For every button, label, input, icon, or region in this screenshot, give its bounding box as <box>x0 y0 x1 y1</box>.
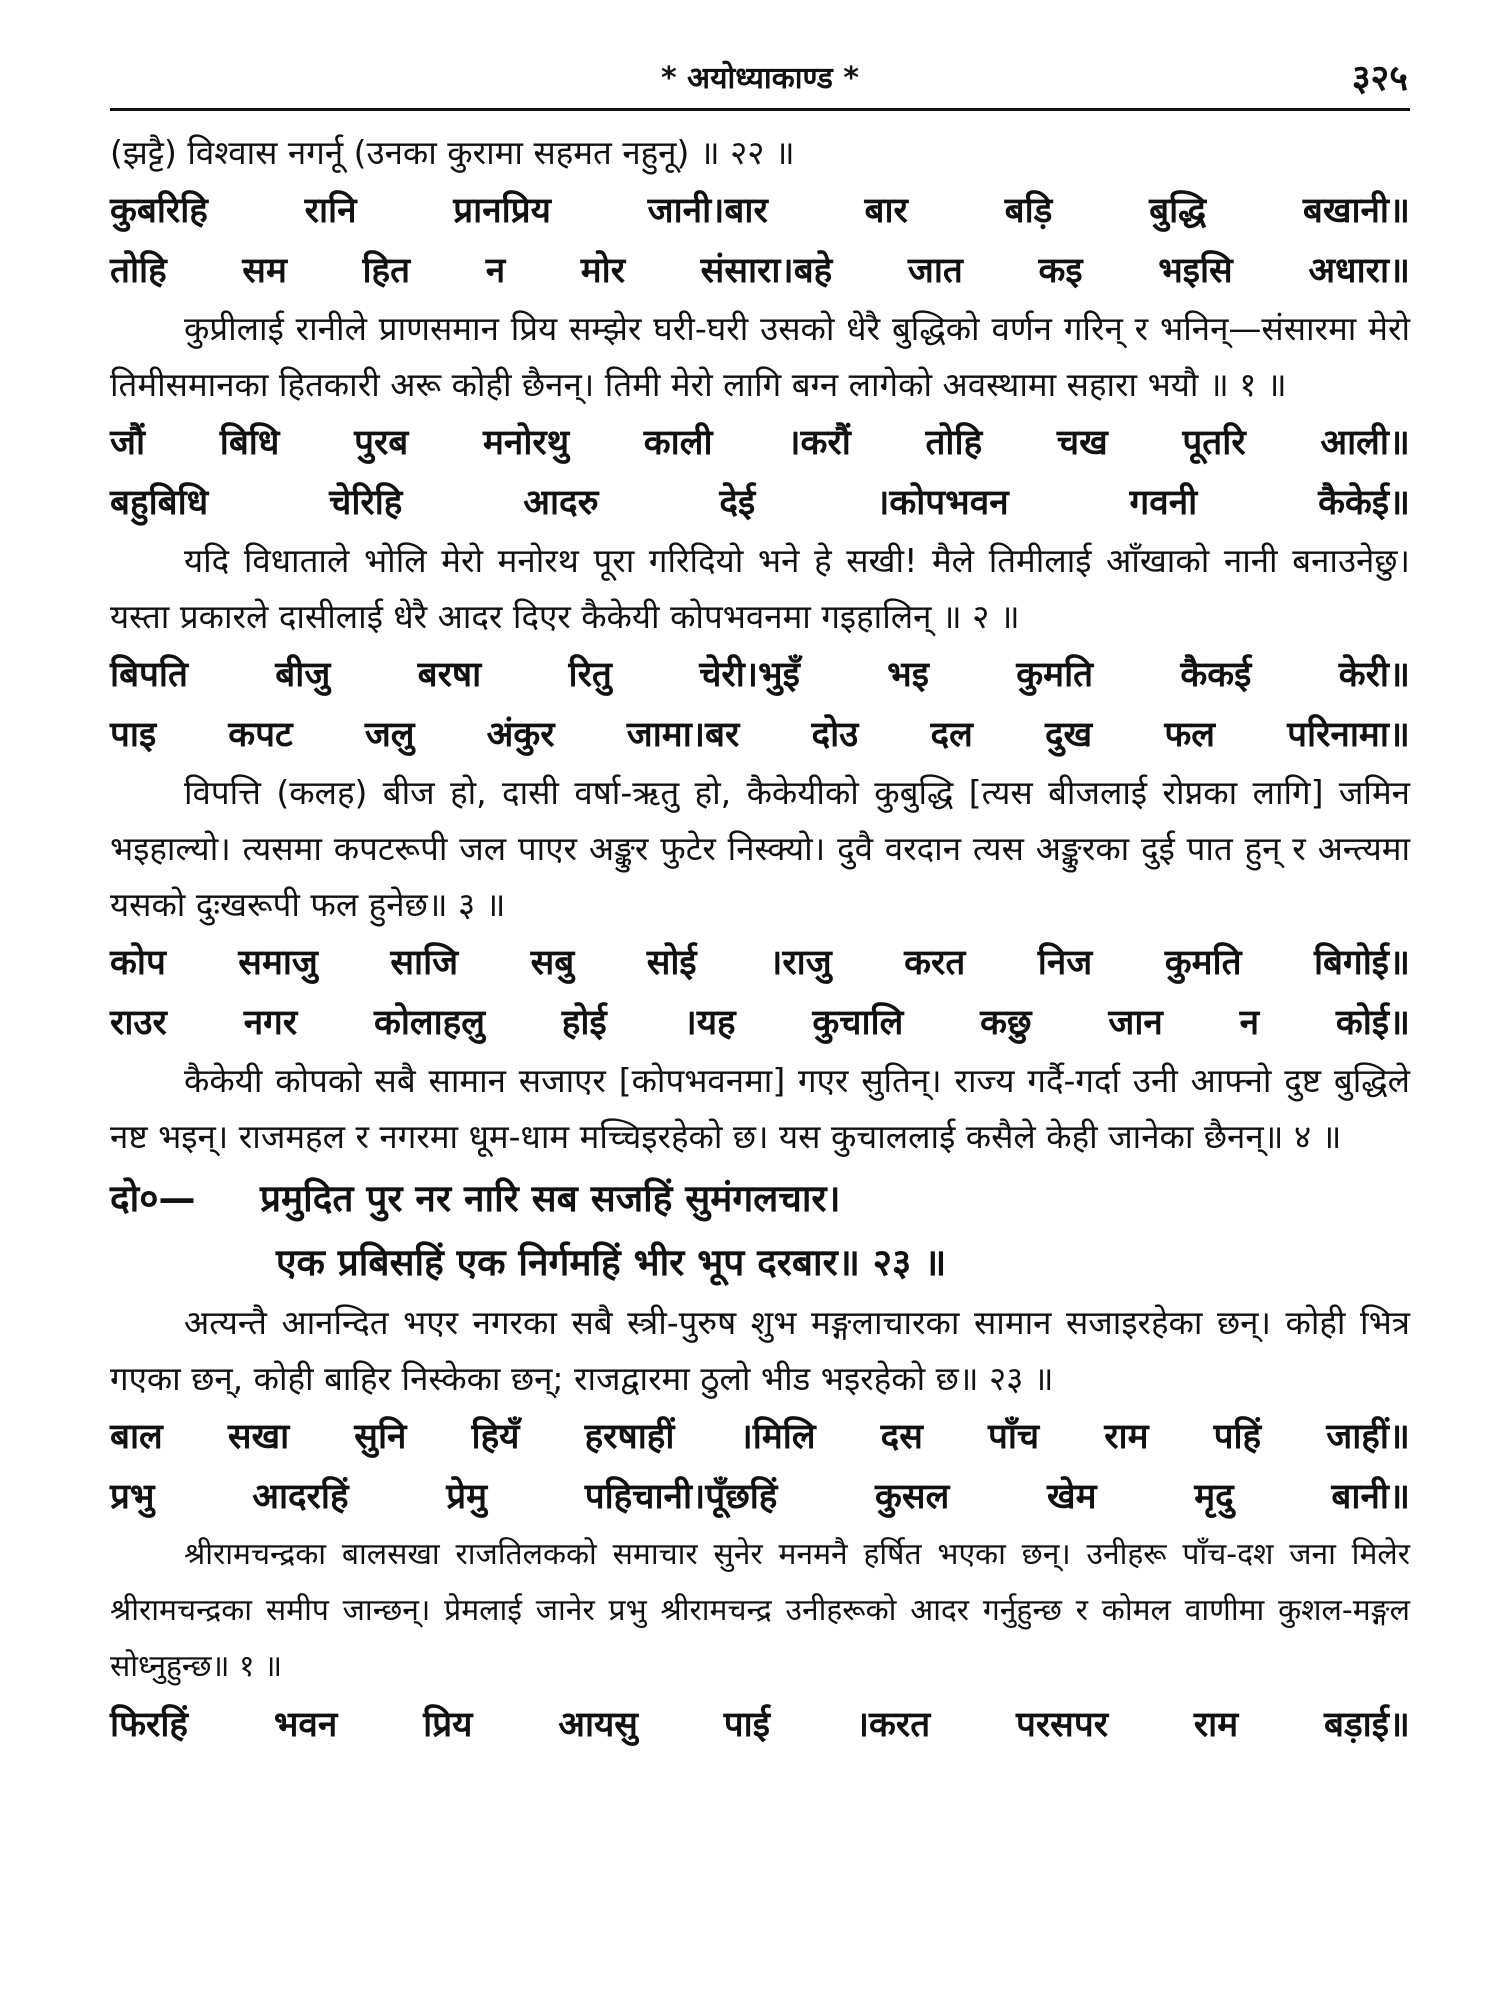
verse-word: भइसि <box>1158 251 1233 291</box>
verse-word: कुमति <box>1164 943 1242 983</box>
verse-word: बार <box>864 191 908 231</box>
verse-word: कोप <box>110 943 166 983</box>
verse-word: कुचालि <box>812 1003 904 1043</box>
verse-word: नगर <box>243 1003 298 1043</box>
verse-word: पाँच <box>987 1417 1040 1457</box>
verse-word: जलु <box>364 715 415 755</box>
verse-word: भवन <box>273 1705 338 1745</box>
verse-word: कोलाहलु <box>373 1003 485 1043</box>
verse-word: जानी।बार <box>647 191 768 231</box>
verse-word: पाई <box>723 1705 770 1745</box>
verse-word: ।मिलि <box>739 1417 816 1457</box>
verse-word: साजि <box>390 943 459 983</box>
verse-word: बीजु <box>275 655 331 695</box>
verse-word: करत <box>904 943 966 983</box>
verse-word: कुसल <box>875 1477 950 1517</box>
verse-word: गवनी <box>1129 483 1198 523</box>
verse-word: कैकई <box>1180 655 1252 695</box>
prose-translation: यदि विधाताले भोलि मेरो मनोरथ पूरा गरिदियो भने हे सखी! मैले तिमीलाई आँखाको नानी बनाउनेछु। यस्ता प्रकारले दासीलाई धेरै आदर दिएर कैकेयी कोपभवनमा गइहालिन् ॥ २ ॥ <box>110 541 1410 636</box>
verse-word: बरषा <box>417 655 482 695</box>
verse-word: जान <box>1108 1003 1163 1043</box>
verse-word: मोर <box>580 251 626 291</box>
prose-translation: कैकेयी कोपको सबै सामान सजाएर [कोपभवनमा] गएर सुतिन्। राज्य गर्दै-गर्दा उनी आफ्नो दुष्ट बुद्धिले नष्ट भइन्। राजमहल र नगरमा धूम-धाम मच्चिइरहेको छ। यस कुचाललाई कसैले केही जानेका छैनन्॥ ४ ॥ <box>110 1061 1410 1156</box>
verse-word: परिनामा॥ <box>1287 715 1410 755</box>
verse-word: चेरिहि <box>329 483 403 523</box>
prose-translation: कुप्रीलाई रानीले प्राणसमान प्रिय सम्झेर घरी-घरी उसको धेरै बुद्धिको वर्णन गरिन् र भनिन्—संसारमा मेरो तिमीसमानका हितकारी अरू कोही छैनन्। तिमी मेरो लागि बग्न लागेको अवस्थामा सहारा भयौ ॥ १ ॥ <box>110 309 1410 404</box>
verse-word: जौं <box>110 423 146 463</box>
verse-line <box>110 993 1410 1053</box>
verse-word: पाइ <box>110 715 157 755</box>
verse-word: केरी॥ <box>1338 655 1410 695</box>
verse-word: आयसु <box>558 1705 638 1745</box>
running-title: * अयोध्याकाण्ड * <box>661 61 859 96</box>
verse-line <box>110 473 1410 533</box>
verse-line <box>110 181 1410 241</box>
verse-word: बिगोई॥ <box>1313 943 1410 983</box>
verse-word: प्रानप्रिय <box>453 191 551 231</box>
page-body <box>110 111 1410 1755</box>
verse-word: हरषाहीं <box>584 1417 675 1457</box>
verse-word: हियँ <box>471 1417 520 1457</box>
verse-word: खेम <box>1047 1477 1097 1517</box>
verse-line <box>110 1407 1410 1467</box>
verse-word: बखानी॥ <box>1302 191 1410 231</box>
verse-word: भइ <box>887 655 929 695</box>
verse-word: जामा।बर <box>626 715 740 755</box>
verse-word: फल <box>1164 715 1216 755</box>
verse-word: दुख <box>1044 715 1093 755</box>
verse-word: पूतरि <box>1182 423 1246 463</box>
verse-word: संसारा।बहे <box>700 251 833 291</box>
verse-word: कुबरिहि <box>110 191 208 231</box>
verse-word: बुद्धि <box>1149 191 1207 231</box>
verse-word: पहिं <box>1213 1417 1262 1457</box>
verse-word: दस <box>880 1417 923 1457</box>
verse-line <box>110 645 1410 705</box>
verse-word: बड़ि <box>1004 191 1053 231</box>
verse-word: कुमति <box>1016 655 1094 695</box>
verse-line <box>110 1695 1410 1755</box>
verse-word: काली <box>643 423 713 463</box>
page-number: ३२५ <box>1351 58 1408 99</box>
verse-word: प्रेमु <box>446 1477 488 1517</box>
verse-word: कपट <box>228 715 293 755</box>
verse-word: दोउ <box>811 715 859 755</box>
doha-line <box>110 1167 1410 1231</box>
verse-word: ।कोपभवन <box>876 483 1009 523</box>
verse-word: राउर <box>110 1003 167 1043</box>
verse-line <box>110 705 1410 765</box>
verse-word: हित <box>362 251 411 291</box>
doha-block <box>110 1167 1410 1295</box>
verse-word: बिपति <box>110 655 188 695</box>
prose-translation: श्रीरामचन्द्रका बालसखा राजतिलकको समाचार सुनेर मनमनै हर्षित भएका छन्। उनीहरू पाँच-दश जना मिलेर श्रीरामचन्द्रका समीप जान्छन्। प्रेमलाई जानेर प्रभु श्रीरामचन्द्र उनीहरूको आदर गर्नुहुन्छ र कोमल वाणीमा कुशल-मङ्गल सोध्नुहुन्छ॥ १ ॥ <box>110 1537 1410 1684</box>
doha-text: प्रमुदित पुर नर नारि सब सजहिं सुमंगलचार। <box>260 1177 841 1220</box>
verse-word: निज <box>1037 943 1093 983</box>
prose-translation: अत्यन्तै आनन्दित भएर नगरका सबै स्त्री-पुरुष शुभ मङ्गलाचारका सामान सजाइरहेका छन्। कोही भित्र गएका छन्, कोही बाहिर निस्केका छन्; राजद्वारमा ठुलो भीड भइरहेको छ॥ २३ ॥ <box>110 1303 1410 1398</box>
verse-word: देई <box>719 483 756 523</box>
verse-word: बिधि <box>219 423 280 463</box>
verse-word: दल <box>930 715 973 755</box>
verse-word: ।राजु <box>769 943 832 983</box>
verse-word: रितु <box>568 655 612 695</box>
verse-word: राम <box>1104 1417 1149 1457</box>
prose-translation: विपत्ति (कलह) बीज हो, दासी वर्षा-ऋतु हो, कैकेयीको कुबुद्धि [त्यस बीजलाई रोप्नका लागि] जमिन भइहाल्यो। त्यसमा कपटरूपी जल पाएर अङ्कुर फुटेर निस्क्यो। दुवै वरदान त्यस अङ्कुरका दुई पात हुन् र अन्त्यमा यसको दुःखरूपी फल हुनेछ॥ ३ ॥ <box>110 773 1410 924</box>
verse-word: अंकुर <box>486 715 555 755</box>
verse-word: ।करत <box>855 1705 931 1745</box>
verse-word: मनोरथु <box>482 423 570 463</box>
verse-word: तोहि <box>925 423 983 463</box>
verse-word: रानि <box>304 191 357 231</box>
verse-word: ।यह <box>683 1003 736 1043</box>
verse-word: तोहि <box>110 251 167 291</box>
verse-word: आदरु <box>523 483 599 523</box>
verse-word: समाजु <box>238 943 318 983</box>
verse-word: राम <box>1193 1705 1239 1745</box>
verse-word: सबु <box>530 943 575 983</box>
verse-word: सुनि <box>354 1417 407 1457</box>
verse-line <box>110 241 1410 301</box>
verse-word: बहुबिधि <box>110 483 209 523</box>
prose-carryover: (झट्टै) विश्वास नगर्नू (उनका कुरामा सहमत नहुनू) ॥ २२ ॥ <box>110 133 795 172</box>
verse-word: आली॥ <box>1320 423 1410 463</box>
page-header <box>110 50 1410 111</box>
verse-word: जाहीं॥ <box>1326 1417 1410 1457</box>
verse-word: होई <box>561 1003 607 1043</box>
verse-word: न <box>1239 1003 1260 1043</box>
verse-word: न <box>485 251 506 291</box>
verse-word: अधारा॥ <box>1308 251 1410 291</box>
verse-word: पहिचानी।पूँछहिं <box>584 1477 778 1517</box>
verse-word: कोई॥ <box>1335 1003 1410 1043</box>
verse-word: बानी॥ <box>1331 1477 1410 1517</box>
verse-word: सखा <box>227 1417 290 1457</box>
verse-word: कछु <box>980 1003 1032 1043</box>
verse-line <box>110 1467 1410 1527</box>
verse-word: फिरहिं <box>110 1705 189 1745</box>
verse-word: मृदु <box>1194 1477 1234 1517</box>
verse-word: परसपर <box>1015 1705 1109 1745</box>
verse-word: कइ <box>1038 251 1083 291</box>
verse-word: बाल <box>110 1417 163 1457</box>
verse-word: प्रिय <box>423 1705 473 1745</box>
verse-word: चेरी।भुइँ <box>699 655 800 695</box>
verse-word: ।करौं <box>787 423 851 463</box>
verse-line <box>110 933 1410 993</box>
verse-line <box>110 413 1410 473</box>
verse-word: पुरब <box>354 423 409 463</box>
verse-word: सम <box>242 251 287 291</box>
doha-label: दो०— <box>110 1177 196 1220</box>
verse-word: आदरहिं <box>252 1477 349 1517</box>
doha-line: एक प्रबिसहिं एक निर्गमहिं भीर भूप दरबार॥ २३ ॥ <box>276 1241 947 1284</box>
verse-word: बड़ाई॥ <box>1323 1705 1410 1745</box>
verse-word: सोई <box>646 943 697 983</box>
verse-word: प्रभु <box>110 1477 155 1517</box>
verse-word: कैकेई॥ <box>1318 483 1410 523</box>
verse-word: जात <box>907 251 963 291</box>
verse-word: चख <box>1056 423 1108 463</box>
